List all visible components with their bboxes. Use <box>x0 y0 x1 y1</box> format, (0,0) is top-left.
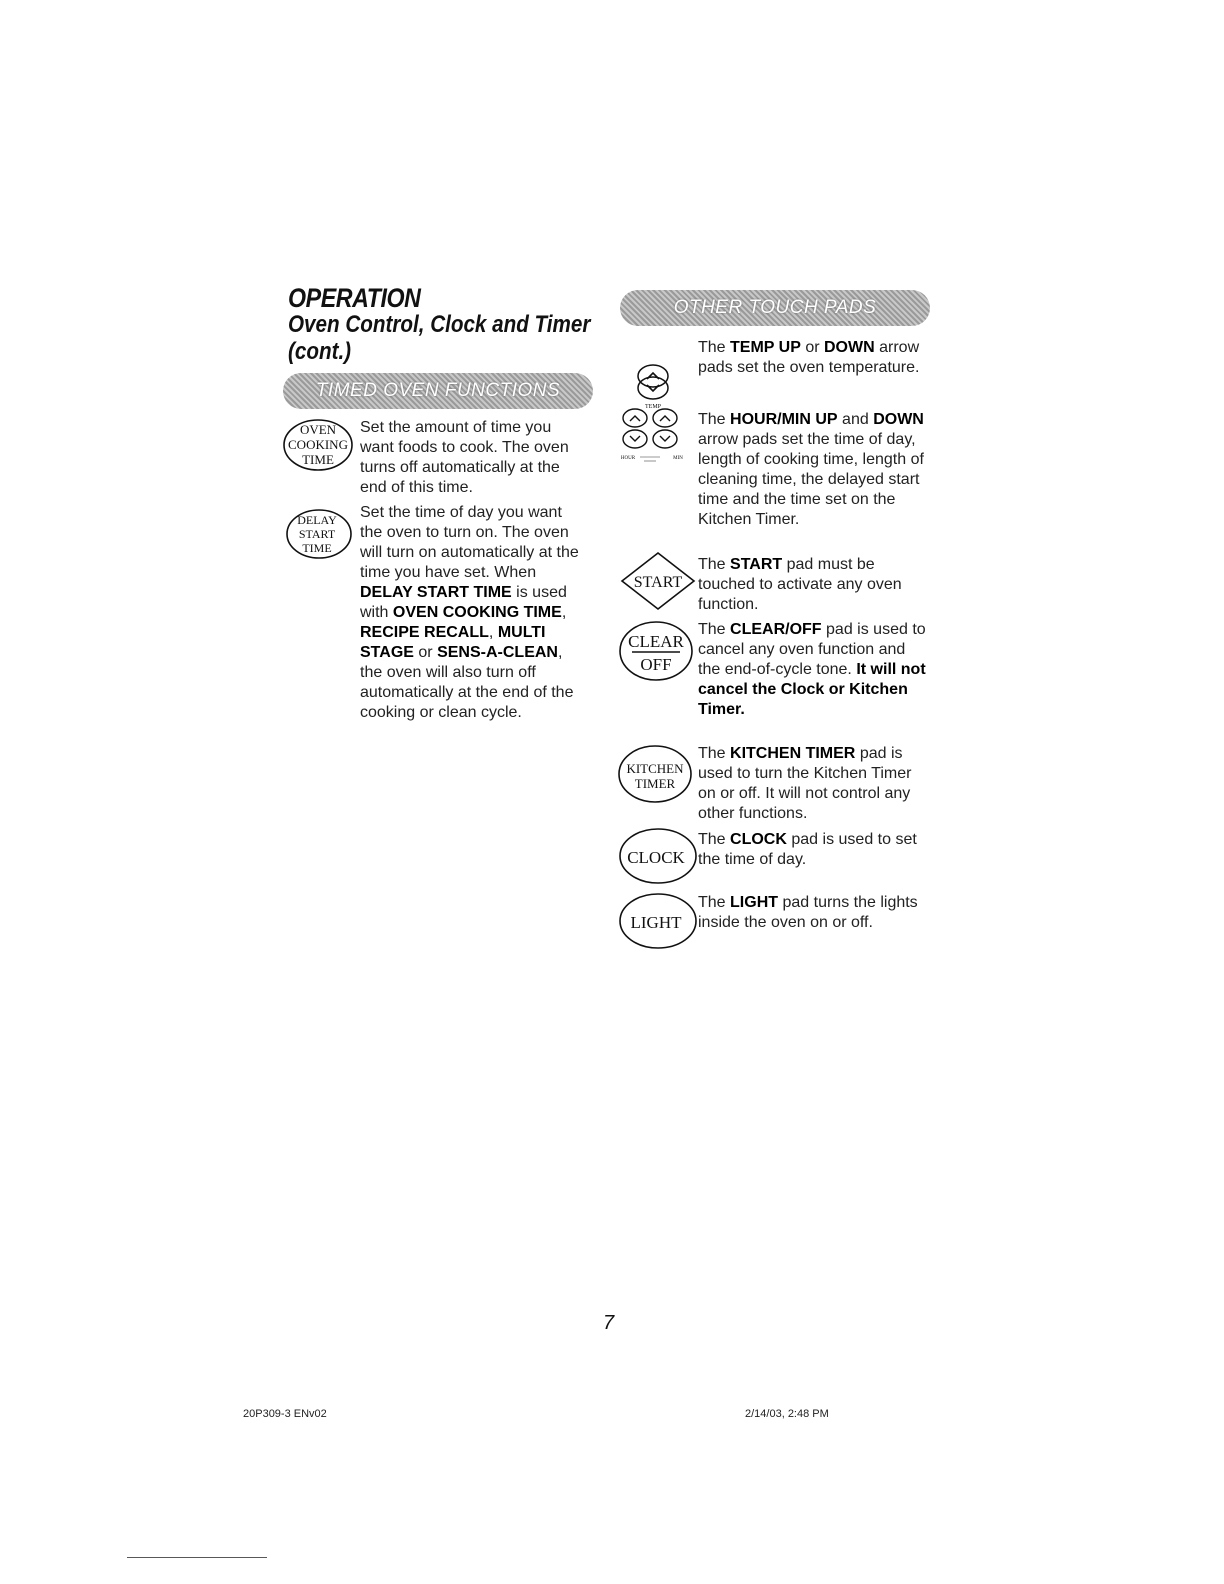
page-title: OPERATION <box>288 283 421 313</box>
banner-label: OTHER TOUCH PADS <box>673 297 877 318</box>
temp-description: The TEMP UP or DOWN arrow pads set the oven temperature. <box>698 339 920 376</box>
icon-label: CLOCK <box>627 848 685 867</box>
icon-label: COOKING <box>288 437 348 452</box>
icon-label: HOUR <box>620 456 636 461</box>
oven-cooking-time-description: Set the amount of time you want foods to cook. The oven turns off automatically at the end of this time. <box>360 419 569 496</box>
document-id: 20P309-3 ENv02 <box>243 1408 327 1420</box>
start-pad-icon <box>620 551 700 611</box>
timed-oven-functions-banner <box>283 373 593 409</box>
clear-off-description: The CLEAR/OFF pad is used to cancel any oven function and the end-of-cycle tone. It will not cancel the Clock or Kitchen Timer. <box>698 621 926 718</box>
page-number: 7 <box>603 1312 615 1334</box>
bottom-rule <box>127 1557 267 1558</box>
icon-label: KITCHEN <box>626 761 684 776</box>
icon-label: TEMP <box>644 404 662 410</box>
icon-label: OFF <box>640 655 672 674</box>
icon-label: TIME <box>302 452 334 467</box>
clock-pad-icon <box>618 828 702 888</box>
start-description: The START pad must be touched to activate any oven function. <box>698 556 902 613</box>
light-description: The LIGHT pad turns the lights inside the oven on or off. <box>698 894 918 931</box>
kitchen-timer-pad-icon <box>617 744 697 808</box>
icon-label: LIGHT <box>630 913 682 932</box>
page-subtitle: Oven Control, Clock and Timer (cont.) <box>288 311 591 365</box>
icon-label: CLEAR <box>628 632 684 651</box>
hour-min-arrow-pads-icon <box>620 408 690 464</box>
light-pad-icon <box>618 892 702 952</box>
icon-label: START <box>633 574 683 591</box>
delay-start-time-description: Set the time of day you want the oven to turn on. The oven will turn on automatically at the time you have set. When DELAY START TIME is used with OVEN COOKING TIME, RECIPE RECALL, MULTI STAGE or SENS-A-CLEAN, the oven will also turn off automatically at the end of the cooking or clean cycle. <box>360 504 579 721</box>
icon-label: MIN <box>673 456 683 461</box>
icon-label: DELAY <box>297 513 337 527</box>
kitchen-timer-description: The KITCHEN TIMER pad is used to turn the Kitchen Timer on or off. It will not control any other functions. <box>698 745 912 822</box>
icon-label: TIME <box>302 541 332 555</box>
icon-label: OVEN <box>299 422 337 437</box>
hour-min-description: The HOUR/MIN UP and DOWN arrow pads set the time of day, length of cooking time, length of cleaning time, the delayed start time and the time set on the Kitchen Timer. <box>698 411 924 528</box>
print-timestamp: 2/14/03, 2:48 PM <box>745 1408 829 1420</box>
clock-description: The CLOCK pad is used to set the time of day. <box>698 831 917 868</box>
icon-label: START <box>298 527 336 541</box>
other-touch-pads-banner <box>620 290 930 326</box>
icon-label: TIMER <box>634 776 676 791</box>
clear-off-pad-icon <box>618 620 698 684</box>
banner-label: TIMED OVEN FUNCTIONS <box>315 380 561 401</box>
delay-start-time-pad-icon <box>286 508 356 562</box>
oven-cooking-time-pad-icon <box>282 418 358 474</box>
